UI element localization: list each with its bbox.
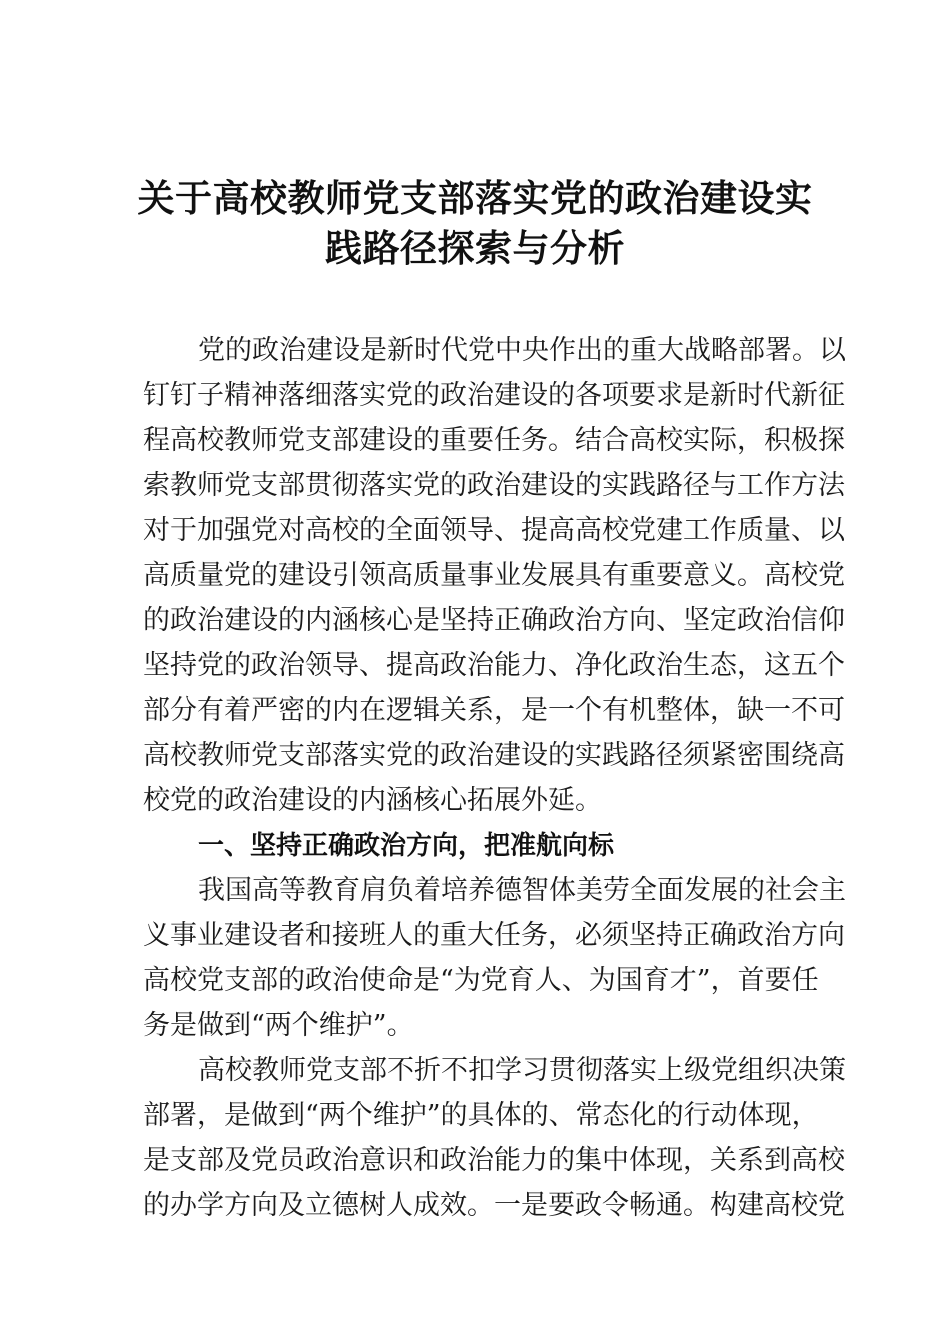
paragraph-1-line-4: 索教师党支部贯彻落实党的政治建设的实践路径与工作方法 — [143, 470, 845, 501]
paragraph-3-line-3: 是支部及党员政治意识和政治能力的集中体现，关系到高校 — [143, 1145, 845, 1176]
paragraph-2-line-1: 我国高等教育肩负着培养德智体美劳全面发展的社会主 — [198, 875, 846, 906]
section-heading-1: 一、坚持正确政治方向，把准航向标 — [198, 831, 615, 861]
paragraph-3-line-4: 的办学方向及立德树人成效。一是要政令畅通。构建高校党 — [143, 1190, 845, 1221]
paragraph-1-line-2: 钉钉子精神落细落实党的政治建设的各项要求是新时代新征 — [143, 380, 845, 411]
document-title-line-2: 践路径探索与分析 — [325, 226, 625, 270]
paragraph-1-line-10: 高校教师党支部落实党的政治建设的实践路径须紧密围绕高 — [143, 740, 845, 771]
paragraph-1-line-8: 坚持党的政治领导、提高政治能力、净化政治生态，这五个 — [143, 650, 845, 681]
paragraph-2-line-3: 高校党支部的政治使命是“为党育人、为国育才”，首要任 — [143, 965, 819, 996]
document-title-line-1: 关于高校教师党支部落实党的政治建设实 — [137, 176, 813, 220]
paragraph-3-line-1: 高校教师党支部不折不扣学习贯彻落实上级党组织决策 — [198, 1055, 846, 1086]
paragraph-3-line-2: 部署，是做到“两个维护”的具体的、常态化的行动体现， — [143, 1100, 819, 1131]
paragraph-1-line-6: 高质量党的建设引领高质量事业发展具有重要意义。高校党 — [143, 560, 845, 591]
paragraph-1-line-1: 党的政治建设是新时代党中央作出的重大战略部署。以 — [198, 335, 846, 366]
paragraph-1-line-9: 部分有着严密的内在逻辑关系，是一个有机整体，缺一不可 — [143, 695, 845, 726]
paragraph-1-line-7: 的政治建设的内涵核心是坚持正确政治方向、坚定政治信仰 — [143, 605, 845, 636]
paragraph-1-line-3: 程高校教师党支部建设的重要任务。结合高校实际，积极探 — [143, 425, 845, 456]
paragraph-1-line-11: 校党的政治建设的内涵核心拓展外延。 — [143, 785, 602, 816]
paragraph-2-line-2: 义事业建设者和接班人的重大任务，必须坚持正确政治方向 — [143, 920, 845, 951]
paragraph-1-line-5: 对于加强党对高校的全面领导、提高高校党建工作质量、以 — [143, 515, 845, 546]
paragraph-2-line-4: 务是做到“两个维护”。 — [143, 1010, 414, 1041]
